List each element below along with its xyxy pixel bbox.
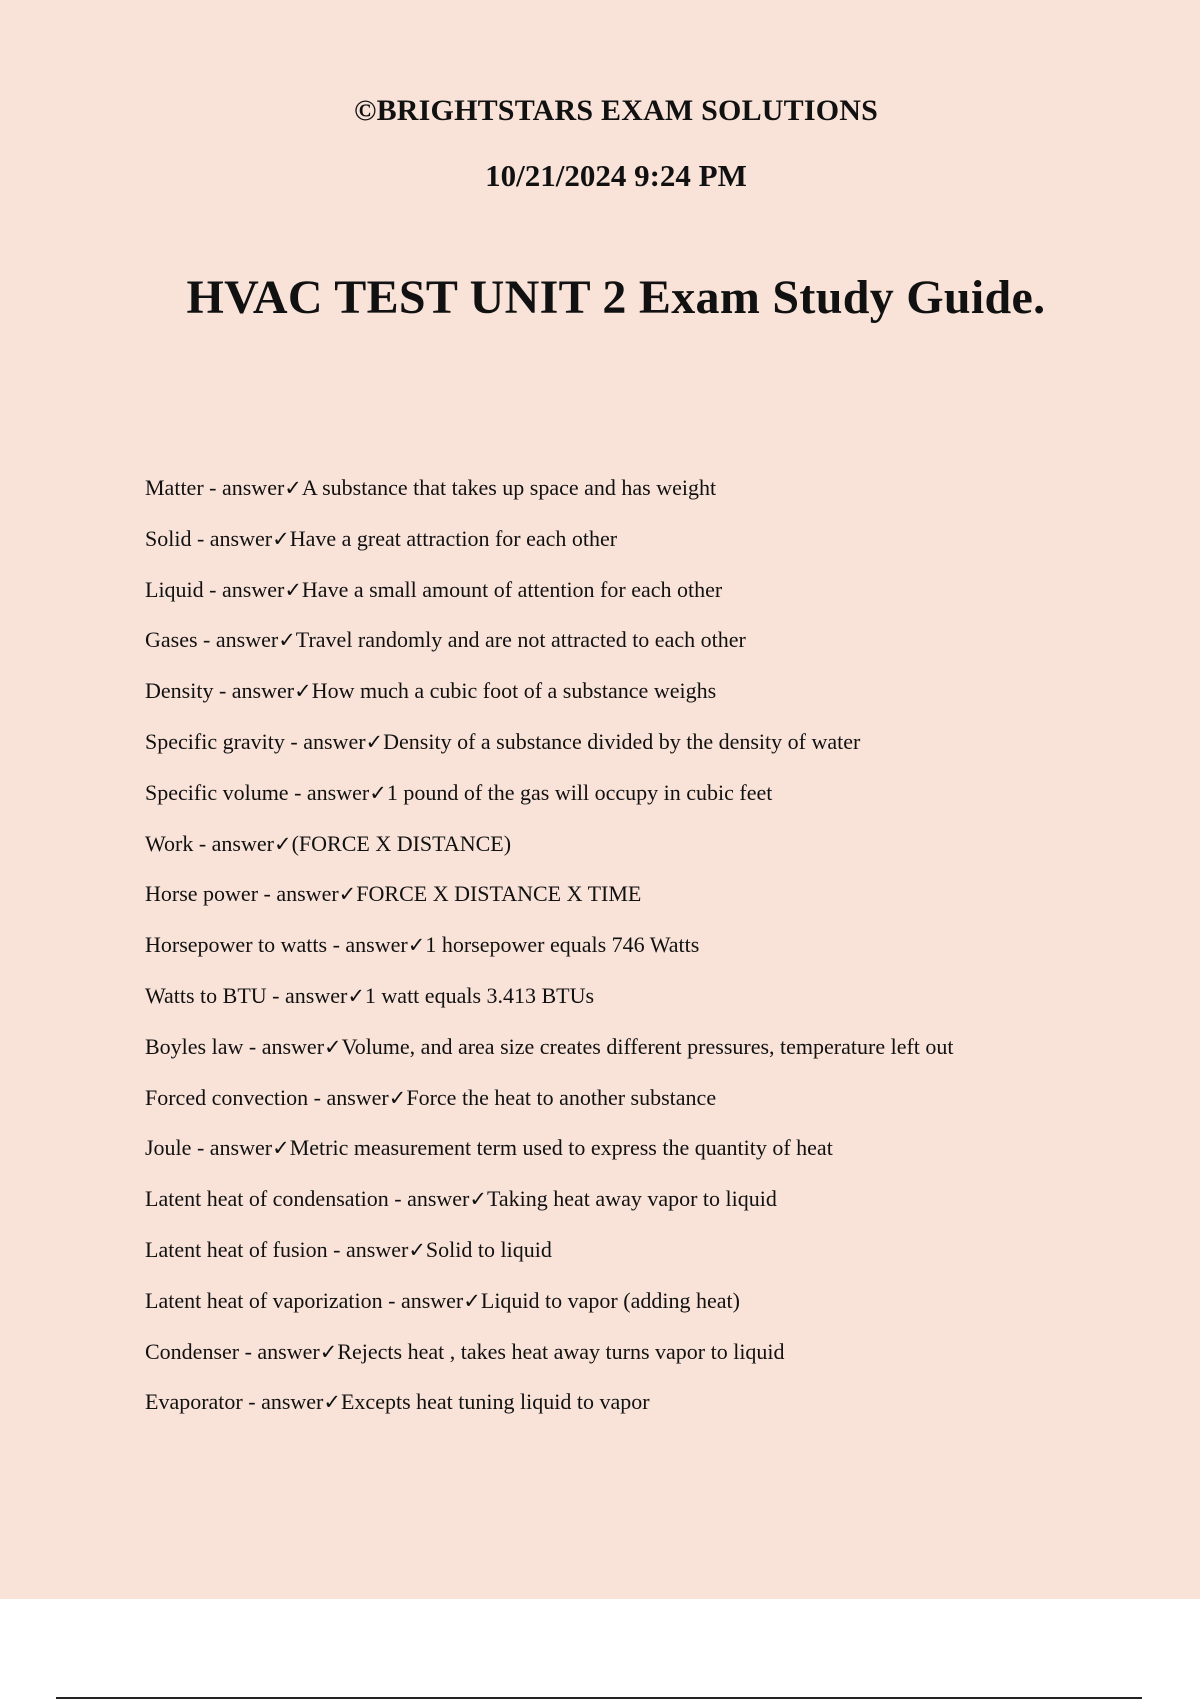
answer-label: answer — [306, 779, 370, 805]
study-guide-item — [145, 927, 1145, 978]
check-icon: ✓ — [323, 1390, 341, 1415]
term-separator: - — [203, 475, 222, 500]
check-icon: ✓ — [369, 780, 387, 805]
item-definition: Excepts heat tuning liquid to vapor — [340, 1389, 650, 1415]
item-term: Specific gravity — [145, 728, 285, 754]
item-definition: Travel randomly and are not attracted to each other — [295, 627, 746, 653]
item-definition: Have a great attraction for each other — [289, 525, 618, 551]
item-term: Condenser — [145, 1338, 240, 1364]
check-icon: ✓ — [284, 476, 302, 500]
document-datetime: 10/21/2024 9:24 PM — [485, 158, 747, 193]
check-icon: ✓ — [284, 577, 302, 602]
term-separator: - — [388, 1186, 408, 1212]
study-guide-item — [145, 724, 1145, 775]
term-separator: - — [308, 1084, 327, 1110]
term-separator: - — [258, 881, 277, 907]
study-guide-item — [145, 775, 1145, 826]
item-term: Horsepower to watts — [145, 932, 328, 958]
study-guide-item — [145, 1384, 1145, 1435]
check-icon: ✓ — [408, 1237, 426, 1262]
item-definition: FORCE X DISTANCE X TIME — [356, 881, 642, 907]
item-definition: Rejects heat , takes heat away turns vapor to liquid — [337, 1338, 785, 1364]
check-icon: ✓ — [347, 983, 365, 1008]
study-guide-item — [145, 876, 1145, 927]
check-icon: ✓ — [365, 729, 384, 754]
answer-label: answer — [276, 881, 339, 907]
study-guide-item — [145, 470, 1145, 521]
item-term: Solid — [145, 525, 192, 551]
answer-label: answer — [346, 1236, 409, 1262]
study-guide-item — [145, 826, 1145, 877]
study-guide-item — [145, 1130, 1145, 1181]
term-separator: - — [197, 627, 216, 653]
term-separator: - — [203, 576, 222, 602]
term-separator: - — [213, 678, 232, 704]
item-term: Gases — [145, 627, 198, 653]
item-term: Density — [145, 678, 214, 704]
item-term: Latent heat of condensation — [145, 1186, 389, 1212]
term-separator: - — [327, 932, 346, 958]
answer-label: answer — [345, 932, 408, 958]
study-guide-item — [145, 622, 1145, 673]
term-separator: - — [327, 1236, 346, 1262]
check-icon: ✓ — [324, 1034, 342, 1059]
item-term: Specific volume — [145, 779, 289, 805]
answer-label: answer — [209, 525, 273, 551]
term-separator: - — [191, 525, 210, 551]
footer-divider — [56, 1697, 1142, 1699]
item-definition: Solid to liquid — [425, 1236, 552, 1262]
item-term: Horse power — [145, 881, 259, 907]
answer-label: answer — [407, 1186, 470, 1212]
item-term: Matter — [145, 475, 204, 500]
study-guide-item — [145, 1029, 1145, 1080]
answer-label: answer — [211, 830, 274, 856]
study-guide-item — [145, 521, 1145, 572]
answer-label: answer — [261, 1033, 325, 1059]
item-definition: Density of a substance divided by the density of water — [383, 728, 861, 754]
answer-label: answer — [285, 982, 348, 1008]
check-icon: ✓ — [272, 1136, 290, 1161]
term-separator: - — [288, 779, 307, 805]
check-icon: ✓ — [278, 628, 296, 653]
study-guide-item — [145, 1232, 1145, 1283]
answer-label: answer — [221, 475, 285, 500]
term-separator: - — [382, 1287, 401, 1313]
item-definition: Taking heat away vapor to liquid — [487, 1186, 777, 1212]
item-term: Evaporator — [145, 1389, 243, 1415]
answer-label: answer — [326, 1084, 389, 1110]
study-guide-item — [145, 1080, 1145, 1131]
answer-label: answer — [231, 678, 295, 704]
item-definition: 1 watt equals 3.413 BTUs — [364, 982, 595, 1008]
item-term: Forced convection — [145, 1084, 309, 1110]
item-definition: Have a small amount of attention for each other — [301, 576, 723, 602]
study-guide-item — [145, 1181, 1145, 1232]
item-term: Joule — [145, 1135, 192, 1161]
item-definition: Metric measurement term used to express the quantity of heat — [289, 1135, 833, 1161]
item-definition: A substance that takes up space and has weight — [301, 475, 717, 500]
item-term: Latent heat of fusion — [145, 1236, 328, 1262]
item-term: Work — [145, 830, 194, 856]
study-guide-list — [145, 470, 1145, 1435]
document-title: HVAC TEST UNIT 2 Exam Study Guide. — [186, 271, 1046, 324]
item-definition: Volume, and area size creates different pressures, temperature left out — [341, 1033, 954, 1059]
organization-header: ©BRIGHTSTARS EXAM SOLUTIONS — [353, 94, 879, 127]
term-separator: - — [242, 1389, 262, 1415]
study-guide-item — [145, 1283, 1145, 1334]
study-guide-item — [145, 673, 1145, 724]
check-icon: ✓ — [469, 1187, 487, 1212]
check-icon: ✓ — [272, 526, 290, 551]
answer-label: answer — [400, 1287, 464, 1313]
answer-label: answer — [261, 1389, 324, 1415]
item-term: Watts to BTU — [145, 982, 267, 1008]
check-icon: ✓ — [294, 679, 312, 704]
check-icon: ✓ — [338, 882, 357, 907]
answer-label: answer — [257, 1338, 320, 1364]
study-guide-item — [145, 572, 1145, 623]
item-term: Boyles law — [145, 1033, 244, 1059]
answer-label: answer — [222, 576, 285, 602]
term-separator: - — [239, 1338, 258, 1364]
item-term: Liquid — [145, 576, 204, 602]
item-term: Latent heat of vaporization — [145, 1287, 383, 1313]
check-icon: ✓ — [273, 831, 292, 856]
item-definition: (FORCE X DISTANCE) — [291, 830, 512, 856]
item-definition: 1 horsepower equals 746 Watts — [425, 932, 700, 958]
check-icon: ✓ — [407, 933, 426, 958]
term-separator: - — [191, 1135, 210, 1161]
term-separator: - — [243, 1033, 262, 1059]
term-separator: - — [193, 830, 212, 856]
item-definition: Liquid to vapor (adding heat) — [480, 1287, 740, 1313]
answer-label: answer — [209, 1135, 273, 1161]
check-icon: ✓ — [319, 1339, 338, 1364]
item-definition: How much a cubic foot of a substance weighs — [311, 678, 717, 704]
check-icon: ✓ — [388, 1085, 407, 1110]
answer-label: answer — [215, 627, 279, 653]
answer-label: answer — [303, 728, 366, 754]
term-separator: - — [266, 982, 285, 1008]
check-icon: ✓ — [463, 1288, 481, 1313]
study-guide-item — [145, 1334, 1145, 1385]
term-separator: - — [284, 728, 304, 754]
item-definition: Force the heat to another substance — [406, 1084, 717, 1110]
study-guide-item — [145, 978, 1145, 1029]
item-definition: 1 pound of the gas will occupy in cubic feet — [386, 779, 773, 805]
